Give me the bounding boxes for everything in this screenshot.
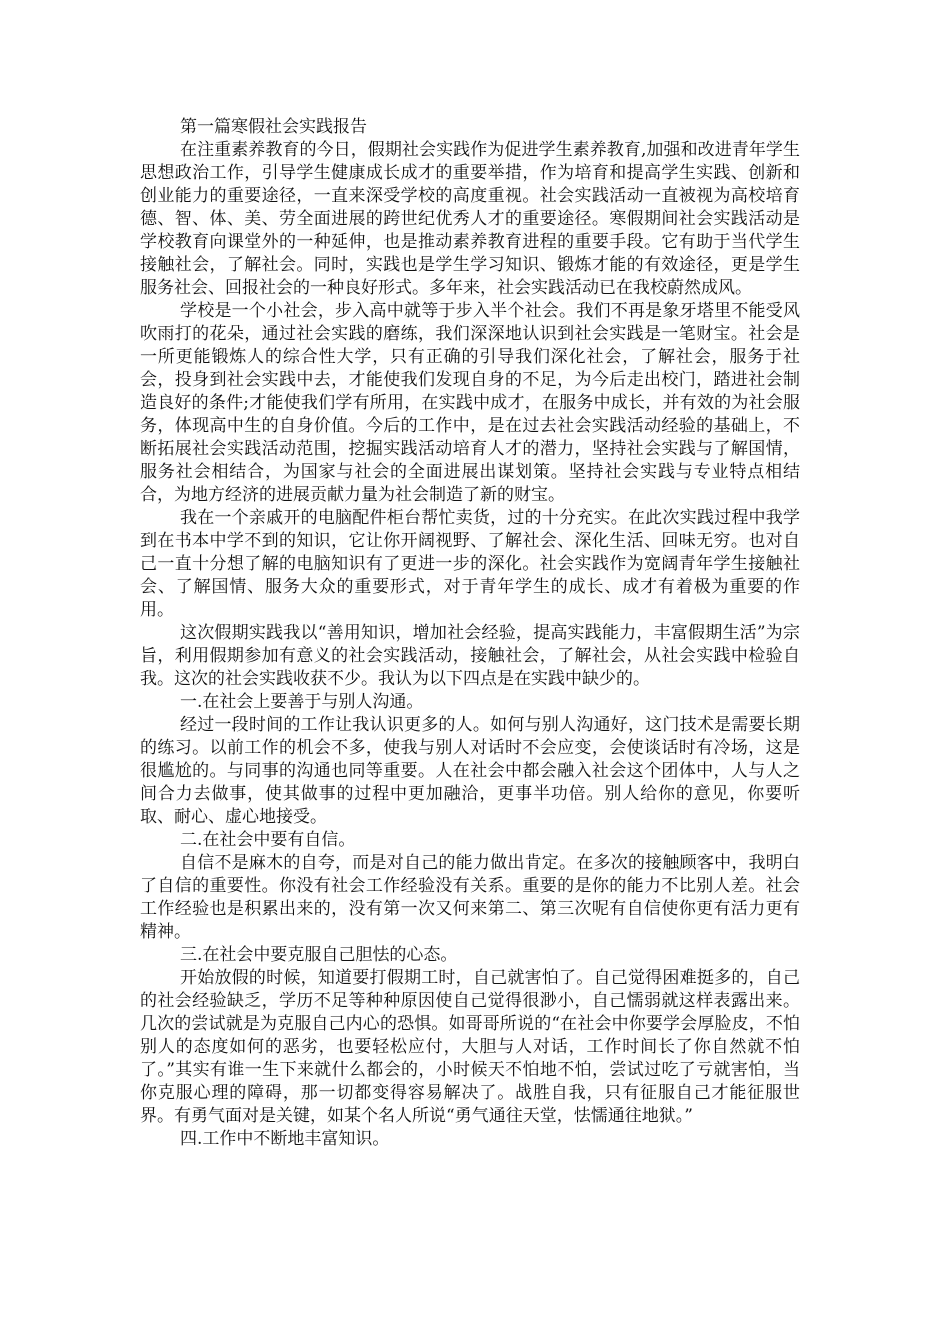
section-heading-confidence: 二.在社会中要有自信。 [180,830,356,850]
document-page [140,116,800,1151]
section-heading-courage: 三.在社会中要克服自己胆怯的心态。 [180,945,458,965]
paragraph-courage: 开始放假的时候，知道要打假期工时，自己就害怕了。自己觉得困难挺多的，自己的社会经验缺乏，学历不足等种种原因使自己觉得很渺小，自己懦弱就这样表露出来。几次的尝试就是为克服自己内心的恐惧。如哥哥所说的“在社会中你要学会厚脸皮，不怕别人的态度如何的恶劣，也要轻松应付，大胆与人对话，工作时间长了你自然就不怕了。”其实有谁一生下来就什么都会的，小时候天不怕地不怕，尝试过吃了亏就害怕，当你克服心理的障碍，那一切都变得容易解决了。战胜自我，只有征服自己才能征服世界。有勇气面对是关键，如某个名人所说“勇气通往天堂，怯懦通往地狱。” [140,968,800,1126]
paragraph-confidence: 自信不是麻木的自夸，而是对自己的能力做出肯定。在多次的接触顾客中，我明白了自信的重要性。你没有社会工作经验没有关系。重要的是你的能力不比别人差。社会工作经验也是积累出来的，没有第一次又何来第二、第三次呢有自信使你更有活力更有精神。 [140,853,800,942]
paragraph-communication: 经过一段时间的工作让我认识更多的人。如何与别人沟通好，这门技术是需要长期的练习。以前工作的机会不多，使我与别人对话时不会应变，会使谈话时有冷场，这是很尴尬的。与同事的沟通也同等重要。人在社会中都会融入社会这个团体中，人与人之间合力去做事，使其做事的过程中更加融洽，更事半功倍。别人给你的意见，你要听取、耐心、虚心地接受。 [140,715,800,827]
document-title: 第一篇寒假社会实践报告 [180,117,367,137]
paragraph-school-society: 学校是一个小社会，步入高中就等于步入半个社会。我们不再是象牙塔里不能受风吹雨打的花朵，通过社会实践的磨练，我们深深地认识到社会实践是一笔财宝。社会是一所更能锻炼人的综合性大学，只有正确的引导我们深化社会，了解社会，服务于社会，投身到社会实践中去，才能使我们发现自身的不足，为今后走出校门，踏进社会制造良好的条件;才能使我们学有所用，在实践中成才，在服务中成长，并有效的为社会服务，体现高中生的自身价值。今后的工作中，是在过去社会实践活动经验的基础上，不断拓展社会实践活动范围，挖掘实践活动培育人才的潜力，坚持社会实践与了解国情，服务社会相结合，为国家与社会的全面进展出谋划策。坚持社会实践与专业特点相结合，为地方经济的进展贡献力量为社会制造了新的财宝。 [140,301,800,505]
section-heading-knowledge: 四.工作中不断地丰富知识。 [180,1129,390,1149]
paragraph-computer-parts: 我在一个亲戚开的电脑配件柜台帮忙卖货，过的十分充实。在此次实践过程中我学到在书本中学不到的知识，它让你开阔视野、了解社会、深化生活、回味无穷。也对自己一直十分想了解的电脑知识有了更进一步的深化。社会实践作为宽阔青年学生接触社会、了解国情、服务大众的重要形式，对于青年学生的成长、成才有着极为重要的作用。 [140,508,800,620]
section-heading-communication: 一.在社会上要善于与别人沟通。 [180,692,424,712]
paragraph-intro: 在注重素养教育的今日，假期社会实践作为促进学生素养教育,加强和改进青年学生思想政治工作，引导学生健康成长成才的重要举措，作为培育和提高学生实践、创新和创业能力的重要途径，一直来深受学校的高度重视。社会实践活动一直被视为高校培育德、智、体、美、劳全面进展的跨世纪优秀人才的重要途径。寒假期间社会实践活动是学校教育向课堂外的一种延伸，也是推动素养教育进程的重要手段。它有助于当代学生接触社会，了解社会。同时，实践也是学生学习知识、锻炼才能的有效途径，更是学生服务社会、回报社会的一种良好形式。多年来，社会实践活动已在我校蔚然成风。 [140,140,800,298]
paragraph-purpose: 这次假期实践我以“善用知识，增加社会经验，提高实践能力，丰富假期生活”为宗旨，利用假期参加有意义的社会实践活动，接触社会，了解社会，从社会实践中检验自我。这次的社会实践收获不少。我认为以下四点是在实践中缺少的。 [140,623,800,689]
